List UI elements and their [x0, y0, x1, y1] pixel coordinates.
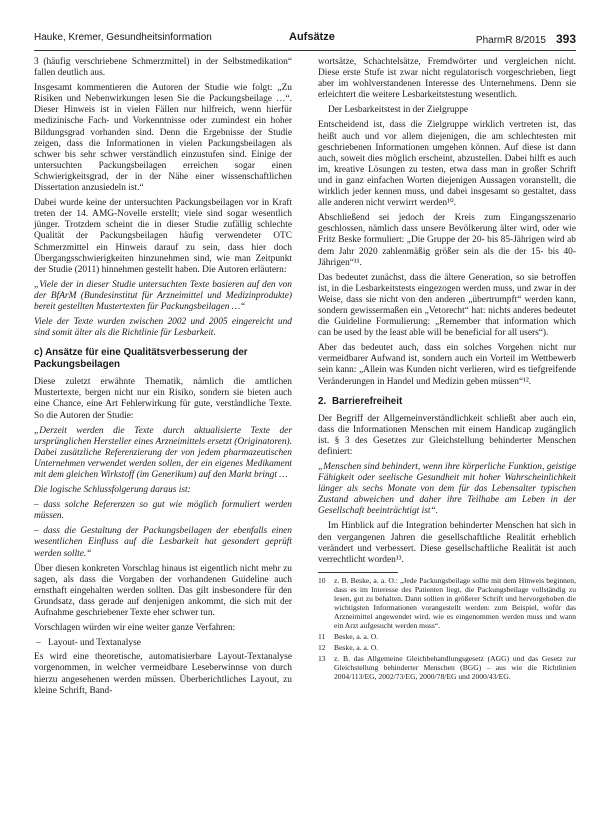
paragraph: 3 (häufig verschriebene Schmerzmittel) in der Selbstmedikation“ fallen deutlich aus.: [34, 57, 292, 79]
footnotes: [318, 576, 576, 681]
paragraph: Der Lesbarkeitstest in der Zielgruppe: [328, 105, 469, 116]
header-journal-issue: PharmR 8/2015: [475, 35, 546, 46]
footnote-number: 13: [318, 653, 326, 663]
footnote-number: 11: [318, 631, 326, 641]
section-title: Barrierefreiheit: [332, 395, 403, 407]
header-authors: Hauke, Kremer, Gesundheitsinformation: [34, 32, 212, 43]
section-heading: c) Ansätze für eine Qualitätsverbesserung der Packungsbeilagen: [34, 347, 248, 371]
paragraph: Über diesen konkreten Vorschlag hinaus ist eigentlich nicht mehr zu sagen, als dass die Vorgaben der vorhandenen Guideline auch ernsthaft eingehalten werden sollten. Das gilt insbesondere für den Grundsatz, dass gerade auf denjenigen ankommt, die sich mit der Aufnahme geschriebener Texte eher schwer tun.: [34, 563, 292, 619]
paragraph: Im Hinblick auf die Integration behinderter Menschen hat sich in den vergangenen Jahren die gesellschaftliche Realität erheblich verändert und verbessert. Diese gesellschaftliche Realität ist auch verrechtlicht worden¹³.: [318, 521, 576, 565]
list-item: – Layout- und Textanalyse: [34, 638, 292, 649]
footnote: [318, 632, 576, 641]
section-number: 2.: [318, 395, 327, 407]
block-quote: „Viele der in dieser Studie untersuchten Texte basieren auf den von der BfArM (Bundesinstitut für Arzneimittel und Medizinprodukte) bereit gestellten Mustertexten für Packungsbeilagen …“: [34, 279, 292, 312]
footnote: [318, 576, 576, 630]
block-quote: Viele der Texte wurden zwischen 2002 und 2005 eingereicht und sind somit älter als die Richtlinie für Lesbarkeit.: [34, 317, 292, 339]
footnote-text: Beske, a. a. O.: [334, 642, 379, 652]
paragraph: Dabei wurde keine der untersuchten Packungsbeilagen vor in Kraft treten der 14. AMG-Novelle erstellt; viele sind sogar wesentlich jünger. Trotzdem scheint die in dieser Studie zufällig schlechte Qualität der Packungsbeilagen häufig verwendeter OTC Schmerzmittel ein Hinweis darauf zu sein, dass hier doch Übergangsschwierigkeiten hinzunehmen sind, wie man Zeitpunkt der Studie (2011) hinnehmen gestellt haben. Die Autoren erläutern:: [34, 198, 292, 275]
paragraph: Aber das bedeutet auch, dass ein solches Vorgehen nicht nur vermeidbarer Aufwand ist, sondern auch ein Vorteil im Wettbewerb sein kann: „Allein was Kunden nicht verlieren, wird es tiefgreifende Veränderungen in Handel und Medizin geben müssen“¹².: [318, 343, 576, 387]
block-quote: – dass die Gestaltung der Packungsbeilagen der ebenfalls einen wesentlichen Einfluss auf die Lesbarkeit hat gesondert geprüft werden sollte.“: [34, 526, 292, 559]
running-header: [34, 29, 576, 47]
paragraph: wortsätze, Schachtelsätze, Fremdwörter und vergleichen nicht. Diese erste Stufe ist zwar nicht regulatorisch vorgeschrieben, liegt aber im wohlverstandenen Interesse des Unternehmens. Denn sie erleichtert die weitere Lesbarkeitstestung wesentlich.: [318, 57, 576, 101]
header-journal: [476, 32, 576, 46]
paragraph: Es wird eine theoretische, automatisierbare Layout-Textanalyse vorgenommen, in welcher vermeidbare Leseberwinnse von durch hierzu angesehenen werden müssen. Überberichtliches Layout, zu kleine Schrift, Band-: [34, 652, 292, 696]
left-column: [34, 57, 292, 701]
page-number: 393: [555, 32, 576, 46]
block-quote: – dass solche Referenzen so gut wie möglich formuliert werden müssen.: [34, 500, 292, 522]
footnote-text: z. B. Beske, a. a. O.: „Jede Packungsbeilage sollte mit dem Hinweis beginnen, dass es im Interesse des Patienten liegt, die Packungsbeilage vollständig zu lesen, gut zu behalten. Dann sollten in größerer Schrift und hervorgehoben die wichtigsten Informationen vorangestellt werden: zum Beispiel, wofür das Arzneimittel angewendet wird, wie es eingenommen werden muss und wann ein Arzt aufgesucht werden muss“.: [334, 575, 576, 630]
header-rule: [34, 50, 576, 51]
block-quote: „Menschen sind behindert, wenn ihre körperliche Funktion, geistige Fähigkeit oder seelische Gesundheit mit hoher Wahrscheinlichkeit länger als sechs Monate von dem für das Lebensalter typischen Zustand abweichen und daher ihre Teilhabe am Leben in der Gesellschaft beeinträchtigt ist“.: [318, 462, 576, 517]
paragraph: Diese zuletzt erwähnte Thematik, nämlich die amtlichen Mustertexte, bergen nicht nur ein Risiko, sondern sie bieten auch eine Chance, eine Art Fehlerwirkung für gute, verständliche Texte. So die Autoren der Studie:: [34, 377, 292, 421]
paragraph: Abschließend sei jedoch der Kreis zum Eingangsszenario geschlossen, nämlich dass unsere Bevölkerung älter wird, oder wie Fritz Beske formuliert: „Die Gruppe der 20- bis 85-Jährigen wird ab dem Jahr 2020 zahlenmäßig größer sein als die der 15- bis 40-Jährigen“¹¹.: [318, 213, 576, 268]
paragraph: Das bedeutet zunächst, dass die ältere Generation, so sie betroffen ist, in die Lesbarkeitstests eingezogen werden muss, und zwar in der Weise, dass sie nicht von den anderen „übertrumpft“ werden kann, sondern gewissermaßen ein „Vetorecht“ hat: nichts anderes bedeutet die Guideline Formulierung: „Remember that information which can be used by the least able will be beneficial for all users“).: [318, 272, 576, 339]
section-heading: [318, 396, 576, 408]
header-section: Aufsätze: [289, 31, 335, 43]
footnote: [318, 654, 576, 681]
right-column: [318, 57, 576, 683]
footnote-number: 12: [318, 642, 326, 652]
paragraph: Der Begriff der Allgemeinverständlichkeit schließt aber auch ein, dass die Informationen Menschen mit einem Handicap zugänglich ist. § 3 des Gesetzes zur Gleichstellung behinderter Menschen definiert:: [318, 413, 576, 457]
block-quote: „Derzeit werden die Texte durch aktualisierte Texte der ursprünglichen Hersteller eines Arzneimittels ersetzt (Originatoren). Dabei zusätzliche Referenzierung der von jedem pharmazeutischen Unternehmen verwendet werden sollen, der ein eigenes Medikament mit dem gleichen Wirkstoff (im Generikum) auf den Markt bringt …: [34, 425, 292, 480]
footnote-text: Beske, a. a. O.: [334, 631, 379, 641]
bullet-list: [34, 638, 292, 649]
footnote-number: 10: [318, 575, 326, 585]
footnote-text: z. B. das Allgemeine Gleichbehandlungsgesetz (AGG) und das Gesetz zur Gleichstellung behinderter Menschen (BGG) – aus wie die Richtlinien 2004/113/EG, 2002/73/EG, 2000/78/EG und 2000/43/EG.: [334, 653, 576, 681]
paragraph: Vorschlagen würden wir eine weiter ganze Verfahren:: [34, 623, 236, 634]
footnote: [318, 643, 576, 652]
paragraph: Insgesamt kommentieren die Autoren der Studie wie folgt: „Zu Risiken und Nebenwirkungen lesen Sie die Packungsbeilage …“. Dieser Hinweis ist in vielen Fällen nur hilfreich, wenn hierfür medizinische Fach- und Vorkenntnisse oder zumindest ein hoher Bildungsgrad vorhanden sind. Denn die Ergebnisse der Studie zeigen, dass die Informationen in vielen Packungsbeilagen als schwer bis sehr schwer verständlich einzustufen sind. Einige der untersuchten Packungsbeilagen erreichen sogar einen Schwierigkeitsgrad, der in der Nähe einer wissenschaftlichen Dissertation anzusiedeln ist.“: [34, 83, 292, 194]
block-quote: Die logische Schlussfolgerung daraus ist:: [34, 485, 191, 496]
paragraph: Entscheidend ist, dass die Zielgruppe wirklich vertreten ist, das heißt auch und vor allem diejenigen, die am schlechtesten mit geschriebenen Informationen umgehen können. Auf diese ist dann auch, soweit dies möglich erscheint, abzustellen. Dabei hilft es auch im, kreative Lösungen zu testen, etwa dass man in großer Schrift und in ganz einfachen Worten diejenigen Aussagen voranstellt, die wirklich jeder kennen muss, und dabei insgesamt so gestaltet, dass alle anderen nicht verwirrt werden¹⁰.: [318, 120, 576, 209]
